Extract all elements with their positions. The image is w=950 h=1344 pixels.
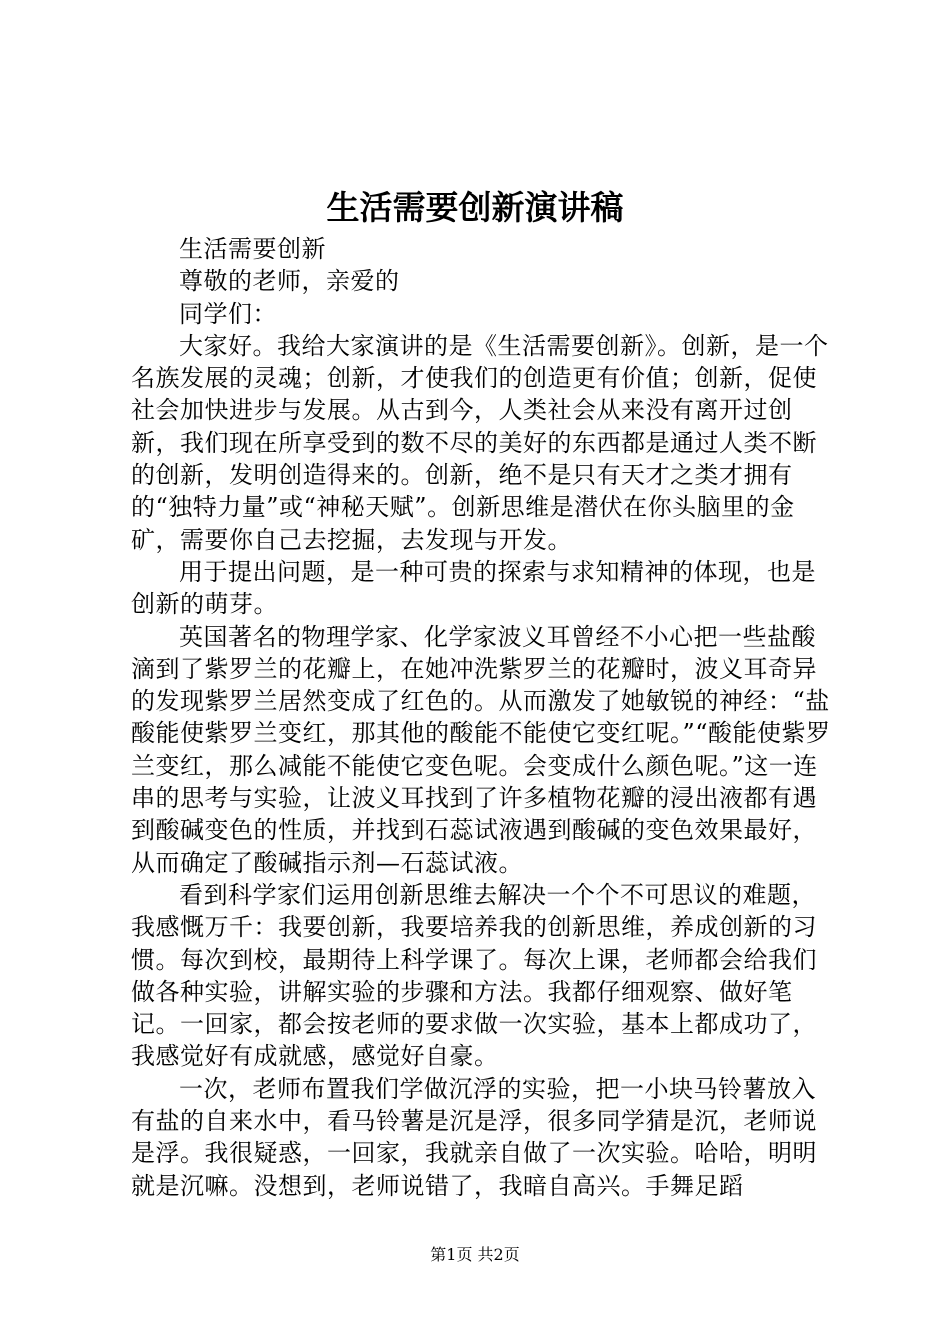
page-number-footer: 第1页 共2页 xyxy=(430,1245,520,1264)
paragraph-salutation: 尊敬的老师，亲爱的 xyxy=(179,267,400,296)
paragraph: 一次，老师布置我们学做沉浮的实验，把一小块马铃薯放入有盐的自来水中，看马铃薯是沉是浮，很多同学猜是沉，老师说是浮。我很疑惑，一回家，我就亲自做了一次实验。哈哈，明明就是沉嘛。没想到，老师说错了，我暗自高兴。手舞足蹈 xyxy=(131,1074,817,1200)
paragraph: 看到科学家们运用创新思维去解决一个个不可思议的难题，我感慨万千：我要创新，我要培养我的创新思维，养成创新的习惯。每次到校，最期待上科学课了。每次上课，老师都会给我们做各种实验，讲解实验的步骤和方法。我都仔细观察、做好笔记。一回家，都会按老师的要求做一次实验，基本上都成功了，我感觉好有成就感，感觉好自豪。 xyxy=(131,880,817,1071)
document-body xyxy=(131,233,831,1202)
document-title: 生活需要创新演讲稿 xyxy=(326,188,624,227)
paragraph: 用于提出问题，是一种可贵的探索与求知精神的体现，也是创新的萌芽。 xyxy=(131,557,816,619)
paragraph: 英国著名的物理学家、化学家波义耳曾经不小心把一些盐酸滴到了紫罗兰的花瓣上，在她冲洗紫罗兰的花瓣时，波义耳奇异的发现紫罗兰居然变成了红色的。从而激发了她敏锐的神经：“盐酸能使紫罗兰变红，那其他的酸能不能使它变红呢。”“酸能使紫罗兰变红，那么减能不能使它变色呢。会变成什么颜色呢。”这一连串的思考与实验，让波义耳找到了许多植物花瓣的浸出液都有遇到酸碱变色的性质，并找到石蕊试液遇到酸碱的变色效果最好，从而确定了酸碱指示剂—石蕊试液。 xyxy=(131,622,831,877)
paragraph: 大家好。我给大家演讲的是《生活需要创新》。创新，是一个名族发展的灵魂；创新，才使我们的创造更有价值；创新，促使社会加快进步与发展。从古到今，人类社会从来没有离开过创新，我们现在所享受到的数不尽的美好的东西都是通过人类不断的创新，发明创造得来的。创新，绝不是只有天才之类才拥有的“独特力量”或“神秘天赋”。创新思维是潜伏在你头脑里的金矿，需要你自己去挖掘，去发现与开发。 xyxy=(131,331,829,554)
paragraph-subtitle: 生活需要创新 xyxy=(179,235,326,263)
paragraph-salutation-cont: 同学们： xyxy=(179,299,277,328)
